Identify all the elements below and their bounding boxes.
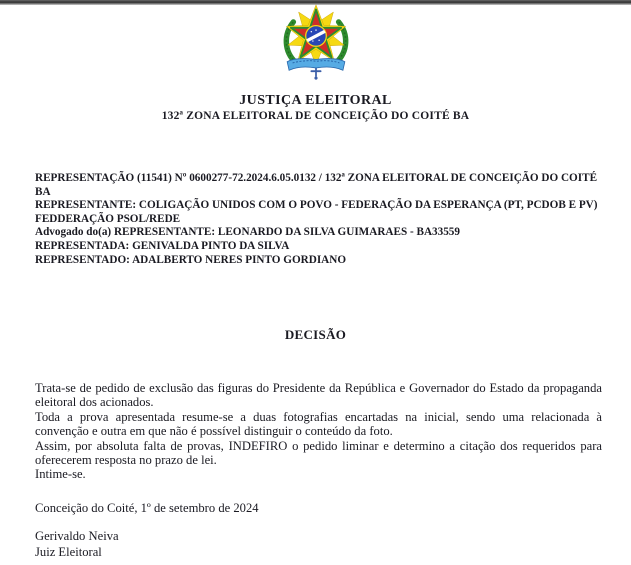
decision-paragraph: Assim, por absoluta falta de provas, INDEFIRO o pedido liminar e determino a citação dos requeridos para oferecerem resposta no prazo de lei. (35, 438, 602, 468)
representante-line: REPRESENTANTE: COLIGAÇÃO UNIDOS COM O POVO - FEDERAÇÃO DA ESPERANÇA (PT, PCDOB E PV) (35, 199, 598, 212)
representada-line: REPRESENTADA: GENIVALDA PINTO DA SILVA (35, 239, 290, 252)
representado-line: REPRESENTADO: ADALBERTO NERES PINTO GORDIANO (35, 253, 347, 266)
decision-paragraph: Trata-se de pedido de exclusão das figuras do Presidente da República e Governador do Estado da propaganda eleitoral dos acionados. (35, 381, 602, 410)
judge-name: Gerivaldo Neiva (35, 529, 119, 543)
brazil-coat-of-arms-icon (277, 4, 355, 82)
decision-body (35, 381, 602, 482)
case-header-block (35, 172, 607, 267)
decision-heading: DECISÃO (284, 327, 347, 342)
date-line: Conceição do Coité, 1º de setembro de 2024 (35, 501, 259, 515)
federacao-line: FEDDERAÇÃO PSOL/REDE (35, 212, 181, 225)
judge-title: Juiz Eleitoral (35, 544, 102, 559)
case-number-line: REPRESENTAÇÃO (11541) Nº 0600277-72.2024.6.05.0132 / 132ª ZONA ELEITORAL DE CONCEIÇÃO DO COITÉ BA (35, 172, 598, 198)
court-title: JUSTIÇA ELEITORAL (239, 93, 392, 108)
decision-paragraph: Toda a prova apresentada resume-se a duas fotografias encartadas na inicial, sendo uma relacionada à convenção e outra em que não é possível distinguir o conteúdo da foto. (35, 409, 602, 439)
advogado-line: Advogado do(a) REPRESENTANTE: LEONARDO DA SILVA GUIMARAES - BA33559 (35, 226, 460, 239)
zone-title: 132ª ZONA ELEITORAL DE CONCEIÇÃO DO COITÉ BA (161, 110, 470, 122)
decision-paragraph: Intime-se. (35, 467, 86, 482)
signature-block (35, 529, 602, 560)
